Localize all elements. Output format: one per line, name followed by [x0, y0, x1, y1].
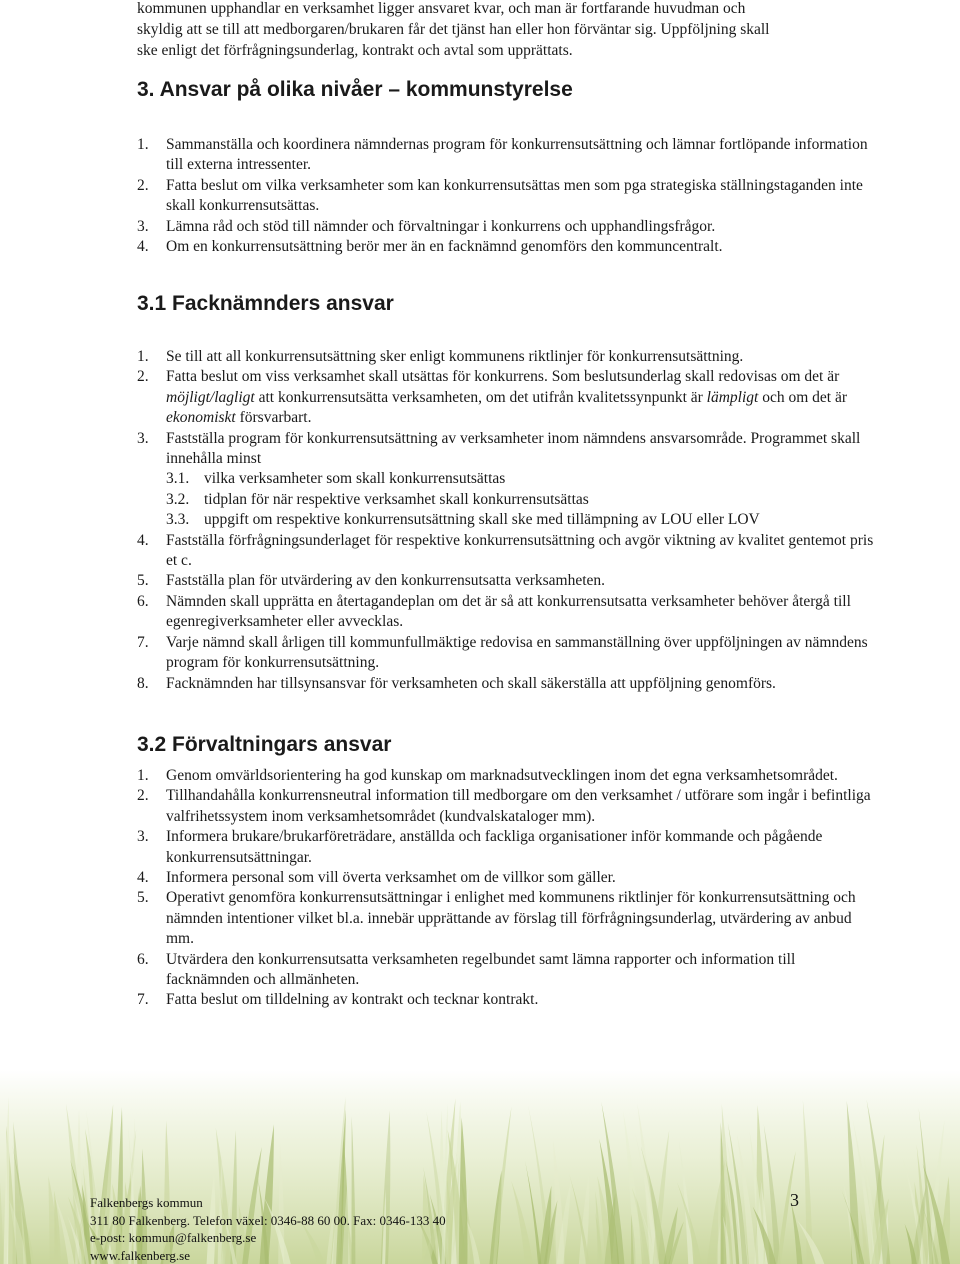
kommunstyrelse-list	[137, 135, 877, 257]
footer-org: Falkenbergs kommun	[90, 1195, 203, 1210]
section-heading-forvaltningar: 3.2 Förvaltningars ansvar	[137, 733, 392, 756]
list-item	[137, 217, 877, 237]
section-heading-kommunstyrelse: 3. Ansvar på olika nivåer – kommunstyrelse	[137, 78, 573, 101]
intro-line: skyldig att se till att medborgaren/brukaren får det tjänst han eller hon förväntar sig. Uppföljning skall	[137, 21, 770, 38]
list-item	[137, 367, 877, 428]
page-number: 3	[790, 1190, 799, 1210]
text-run: att konkurrensutsätta verksamheten, om det utifrån kvalitetssynpunkt är	[254, 388, 707, 406]
sub-item-text: tidplan för när respektive verksamhet skall konkurrensutsättas	[204, 490, 589, 508]
list-item	[137, 237, 877, 257]
item-text: Fastställa program för konkurrensutsättning av verksamheter inom nämndens ansvarsområde. Programmet skall innehålla minst	[166, 429, 861, 468]
item-text: Varje nämnd skall årligen till kommunfullmäktige redovisa en sammanställning över uppföljningen av nämndens program för konkurrensutsättning.	[166, 633, 868, 672]
list-item	[137, 429, 877, 531]
intro-line: kommunen upphandlar en verksamhet ligger ansvaret kvar, och man är fortfarande huvudman och	[137, 0, 746, 17]
item-number: 4.	[137, 869, 149, 887]
intro-line: ske enligt det förfrågningsunderlag, kontrakt och avtal som upprättats.	[137, 42, 573, 59]
item-text: Se till att all konkurrensutsättning sker enligt kommunens riktlinjer för konkurrensutsättning.	[166, 348, 744, 365]
item-number: 4.	[137, 238, 149, 256]
list-item	[137, 674, 877, 694]
item-text: Informera personal som vill överta verksamhet om de villkor som gäller.	[166, 869, 616, 887]
emphasis-text: lämpligt	[706, 388, 759, 406]
sub-item-number: 3.3.	[166, 511, 190, 529]
emphasis-text: möjligt/lagligt	[166, 388, 255, 406]
item-text: Fatta beslut om vilka verksamheter som kan konkurrensutsättas men som pga strategiska ställningstaganden inte skall konkurrensutsättas.	[166, 176, 863, 215]
section-heading-facknamnder: 3.1 Facknämnders ansvar	[137, 292, 394, 315]
item-number: 7.	[137, 991, 149, 1009]
item-number: 2.	[137, 176, 149, 194]
sub-list	[166, 469, 877, 530]
list-item	[137, 990, 877, 1010]
intro-paragraph	[137, 0, 877, 61]
sub-list-item	[166, 490, 877, 510]
item-text: Utvärdera den konkurrensutsatta verksamheten regelbundet samt lämna rapporter och information till facknämnden och allmänheten.	[166, 950, 796, 989]
sub-list-item	[166, 469, 877, 489]
list-item	[137, 592, 877, 633]
sub-item-number: 3.1.	[166, 470, 190, 488]
item-number: 3.	[137, 828, 149, 846]
item-number: 1.	[137, 348, 149, 365]
item-text: Fatta beslut om tilldelning av kontrakt och tecknar kontrakt.	[166, 991, 539, 1009]
text-run: och om det är	[758, 388, 848, 406]
list-item	[137, 766, 877, 786]
item-text: Nämnden skall upprätta en återtagandeplan om det är så att konkurrensutsatta verksamheter behöver återgå till egenregiverksamheter eller avvecklas.	[166, 592, 851, 631]
sub-item-text: uppgift om respektive konkurrensutsättning skall ske med tillämpning av LOU eller LOV	[204, 511, 760, 529]
forvaltningar-list	[137, 766, 877, 1011]
item-text	[166, 368, 847, 426]
item-number: 5.	[137, 889, 149, 907]
list-item	[137, 786, 877, 827]
item-text: Facknämnden har tillsynsansvar för verksamheten och skall säkerställa att uppföljning genomförs.	[166, 674, 776, 692]
item-text: Genom omvärldsorientering ha god kunskap om marknadsutvecklingen inom det egna verksamhetsområdet.	[166, 767, 838, 784]
text-run: försvarbart.	[235, 409, 312, 427]
sub-item-text: vilka verksamheter som skall konkurrensutsättas	[204, 470, 506, 488]
item-number: 2.	[137, 787, 149, 805]
item-text: Tillhandahålla konkurrensneutral information till medborgare om den verksamhet / utförare som ingår i befintliga valfrihetssystem inom verksamhetsområdet (kundvalskataloger mm).	[166, 787, 871, 825]
item-number: 6.	[137, 592, 149, 610]
item-number: 3.	[137, 429, 149, 447]
item-number: 6.	[137, 950, 149, 968]
list-item	[137, 868, 877, 888]
item-number: 2.	[137, 368, 149, 386]
list-item	[137, 531, 877, 572]
list-item	[137, 135, 877, 176]
footer-address: 311 80 Falkenberg. Telefon växel: 0346-88 60 00. Fax: 0346-133 40	[90, 1212, 446, 1228]
item-text: Fastställa förfrågningsunderlaget för respektive konkurrensutsättning och avgör viktning av kvalitet gentemot pris et c.	[166, 531, 874, 570]
list-item	[137, 176, 877, 217]
list-item	[137, 827, 877, 868]
item-text: Sammanställa och koordinera nämndernas program för konkurrensutsättning och lämnar fortlöpande information till externa intressenter.	[166, 136, 868, 174]
list-item	[137, 950, 877, 991]
item-number: 7.	[137, 633, 149, 651]
list-item	[137, 633, 877, 674]
footer-email: e-post: kommun@falkenberg.se	[90, 1230, 257, 1245]
item-text: Operativt genomföra konkurrensutsättningar i enlighet med kommunens riktlinjer för konkurrensutsättning och nämnden intentioner vilket bl.a. innebär upprättande av förslag till förfrågningsunderlag, utvärdering av anbud mm.	[166, 889, 856, 948]
item-number: 4.	[137, 531, 149, 549]
sub-list-item	[166, 510, 877, 530]
list-item	[137, 888, 877, 949]
list-item	[137, 347, 877, 367]
item-number: 3.	[137, 217, 149, 235]
item-number: 1.	[137, 136, 149, 153]
item-text: Fastställa plan för utvärdering av den konkurrensutsatta verksamheten.	[166, 572, 606, 590]
item-number: 8.	[137, 674, 149, 692]
facknamnder-list	[137, 347, 877, 694]
item-number: 1.	[137, 767, 149, 784]
footer-website: www.falkenberg.se	[90, 1247, 190, 1263]
item-text: Informera brukare/brukarföreträdare, anställda och fackliga organisationer inför kommande och pågående konkurrensutsättningar.	[166, 828, 823, 866]
footer	[90, 1194, 810, 1264]
item-text: Om en konkurrensutsättning berör mer än en facknämnd genomförs den kommuncentralt.	[166, 238, 723, 256]
text-run: Fatta beslut om viss verksamhet skall utsättas för konkurrens. Som beslutsunderlag skall redovisas om det är	[166, 368, 840, 386]
sub-item-number: 3.2.	[166, 490, 190, 508]
emphasis-text: ekonomiskt	[166, 409, 236, 427]
item-number: 5.	[137, 572, 149, 590]
list-item	[137, 571, 877, 591]
item-text: Lämna råd och stöd till nämnder och förvaltningar i konkurrens och upphandlingsfrågor.	[166, 217, 716, 235]
